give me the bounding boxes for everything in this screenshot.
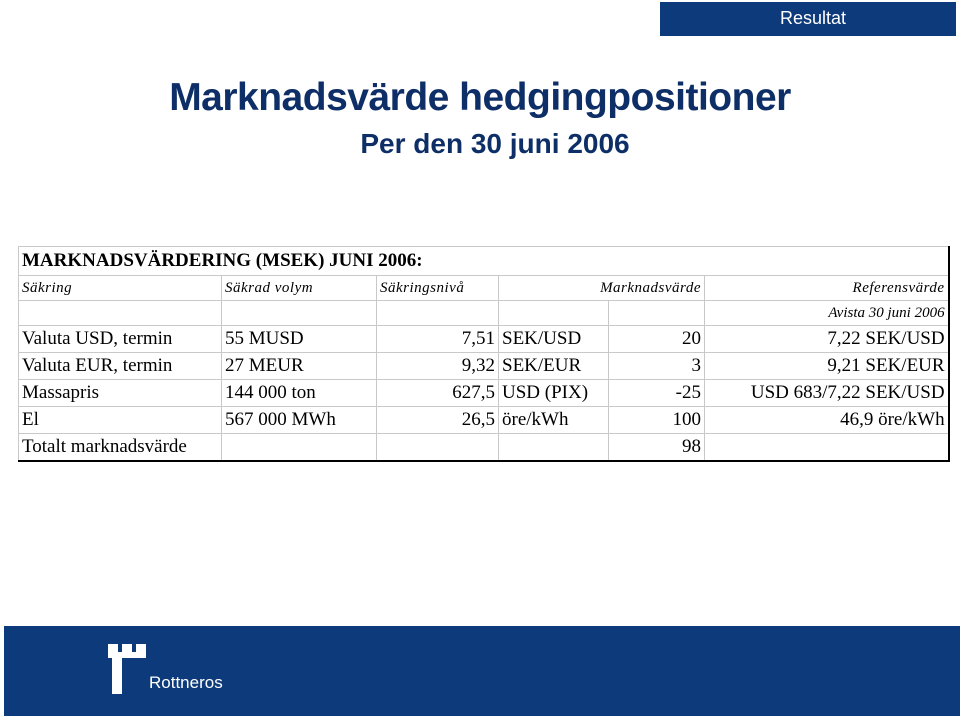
col-header-referens: Referensvärde bbox=[705, 276, 949, 301]
col-header-sakring: Säkring bbox=[19, 276, 222, 301]
cell-niva: 26,5 bbox=[377, 407, 499, 434]
total-label: Totalt marknadsvärde bbox=[19, 434, 222, 462]
cell-varde: 100 bbox=[609, 407, 705, 434]
cell-niva-unit: USD (PIX) bbox=[499, 380, 609, 407]
cell-varde: -25 bbox=[609, 380, 705, 407]
cell-referens: USD 683/7,22 SEK/USD bbox=[705, 380, 949, 407]
cell-volym: 27 MEUR bbox=[222, 353, 377, 380]
cell-varde: 3 bbox=[609, 353, 705, 380]
cell-referens: 46,9 öre/kWh bbox=[705, 407, 949, 434]
table-row bbox=[19, 407, 949, 434]
cell-niva: 627,5 bbox=[377, 380, 499, 407]
cell-varde: 20 bbox=[609, 326, 705, 353]
valuation-table bbox=[18, 246, 950, 462]
cell-sakring: Valuta USD, termin bbox=[19, 326, 222, 353]
rottneros-tower-icon bbox=[108, 644, 146, 694]
cell-volym: 144 000 ton bbox=[222, 380, 377, 407]
cell-referens: 9,21 SEK/EUR bbox=[705, 353, 949, 380]
col-header-volym: Säkrad volym bbox=[222, 276, 377, 301]
cell-volym: 55 MUSD bbox=[222, 326, 377, 353]
cell-niva-unit: SEK/EUR bbox=[499, 353, 609, 380]
footer-logo-text: Rottneros bbox=[149, 673, 223, 692]
col-header-varde: Marknadsvärde bbox=[499, 276, 705, 301]
table-row bbox=[19, 353, 949, 380]
total-value: 98 bbox=[609, 434, 705, 462]
cell-volym: 567 000 MWh bbox=[222, 407, 377, 434]
table-heading: MARKNADSVÄRDERING (MSEK) JUNI 2006: bbox=[19, 247, 949, 276]
col-header-niva: Säkringsnivå bbox=[377, 276, 499, 301]
footer-bar bbox=[4, 626, 960, 716]
table-row bbox=[19, 380, 949, 407]
cell-niva: 7,51 bbox=[377, 326, 499, 353]
cell-niva-unit: SEK/USD bbox=[499, 326, 609, 353]
cell-referens: 7,22 SEK/USD bbox=[705, 326, 949, 353]
cell-sakring: El bbox=[19, 407, 222, 434]
section-tab: Resultat bbox=[660, 2, 956, 36]
column-header-row bbox=[19, 276, 949, 301]
col-subheader-referens: Avista 30 juni 2006 bbox=[705, 301, 949, 326]
total-row bbox=[19, 434, 949, 462]
page-title: Marknadsvärde hedgingpositioner bbox=[169, 76, 791, 119]
page-subtitle: Per den 30 juni 2006 bbox=[360, 128, 630, 159]
cell-sakring: Valuta EUR, termin bbox=[19, 353, 222, 380]
table-row bbox=[19, 326, 949, 353]
cell-sakring: Massapris bbox=[19, 380, 222, 407]
cell-niva-unit: öre/kWh bbox=[499, 407, 609, 434]
cell-niva: 9,32 bbox=[377, 353, 499, 380]
subheader-row bbox=[19, 301, 949, 326]
